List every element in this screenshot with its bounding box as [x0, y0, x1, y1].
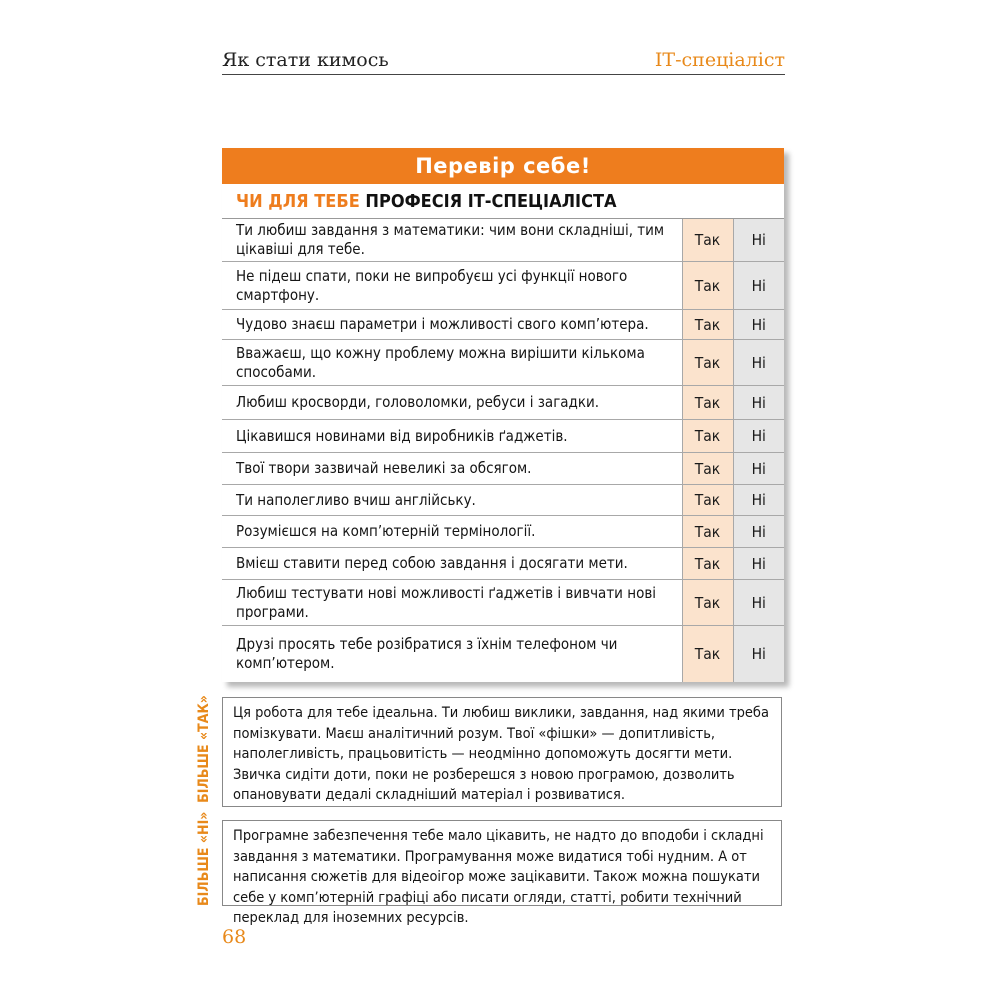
quiz-row [222, 626, 784, 682]
answer-no[interactable]: Ні [733, 386, 784, 420]
quiz-row [222, 420, 784, 453]
answer-yes[interactable]: Так [682, 485, 733, 516]
quiz-question: Не підеш спати, поки не випробуєш усі функції нового смартфону. [222, 262, 682, 310]
quiz-row [222, 580, 784, 626]
quiz-title: Перевір себе! [222, 148, 784, 184]
answer-no[interactable]: Ні [733, 485, 784, 516]
answer-yes[interactable]: Так [682, 516, 733, 548]
answer-yes[interactable]: Так [682, 420, 733, 453]
answer-no[interactable]: Ні [733, 453, 784, 485]
quiz-subtitle-rest: ПРОФЕСІЯ ІТ-СПЕЦІАЛІСТА [359, 191, 617, 212]
quiz-row [222, 516, 784, 548]
quiz-row [222, 340, 784, 386]
answer-yes[interactable]: Так [682, 626, 733, 682]
quiz-question: Ти любиш завдання з математики: чим вони складніші, тим цікавіші для тебе. [222, 219, 682, 262]
answer-no[interactable]: Ні [733, 548, 784, 580]
answer-no[interactable]: Ні [733, 626, 784, 682]
chapter-title: ІТ-спеціаліст [654, 49, 785, 71]
quiz-row [222, 548, 784, 580]
quiz-row [222, 453, 784, 485]
answer-yes[interactable]: Так [682, 310, 733, 340]
quiz-question: Любиш кросворди, головоломки, ребуси і загадки. [222, 386, 682, 420]
more-yes-label: БІЛЬШЕ «ТАК» [196, 695, 212, 803]
answer-yes[interactable]: Так [682, 580, 733, 626]
page-number: 68 [222, 926, 247, 948]
quiz-question: Твої твори зазвичай невеликі за обсягом. [222, 453, 682, 485]
quiz-row [222, 219, 784, 262]
quiz-box [222, 148, 784, 682]
quiz-question: Любиш тестувати нові можливості ґаджетів і вивчати нові програми. [222, 580, 682, 626]
answer-no[interactable]: Ні [733, 310, 784, 340]
answer-no[interactable]: Ні [733, 420, 784, 453]
more-no-label: БІЛЬШЕ «НІ» [196, 811, 212, 906]
book-title: Як стати кимось [222, 49, 389, 71]
quiz-question: Друзі просять тебе розібратися з їхнім телефоном чи комп’ютером. [236, 634, 618, 672]
answer-yes[interactable]: Так [682, 453, 733, 485]
quiz-question: Ти наполегливо вчиш англійську. [222, 485, 682, 516]
answer-yes[interactable]: Так [682, 548, 733, 580]
quiz-row [222, 386, 784, 420]
answer-no[interactable]: Ні [733, 340, 784, 386]
answer-yes[interactable]: Так [682, 262, 733, 310]
answer-no[interactable]: Ні [733, 516, 784, 548]
answer-no[interactable]: Ні [733, 219, 784, 262]
answer-no[interactable]: Ні [733, 580, 784, 626]
answer-no[interactable]: Ні [733, 262, 784, 310]
quiz-row [222, 310, 784, 340]
quiz-question: Вважаєш, що кожну проблему можна вирішити кількома способами. [222, 340, 682, 386]
quiz-subtitle [222, 184, 784, 219]
quiz-question: Вмієш ставити перед собою завдання і досягати мети. [222, 548, 682, 580]
more-no-result: Програмне забезпечення тебе мало цікавить, не надто до вподоби і складні завдання з математики. Програмування може видатися тобі нудним. А от написання сюжетів для відеоігор може зацікавити. Також можна пошукати себе у комп’ютерній графіці або писати огляди, статті, робити технічний переклад для іноземних ресурсів. [222, 820, 782, 906]
quiz-question: Чудово знаєш параметри і можливості свого комп’ютера. [222, 310, 682, 340]
quiz-table [222, 219, 784, 682]
more-yes-result: Ця робота для тебе ідеальна. Ти любиш виклики, завдання, над якими треба помізкувати. Маєш аналітичний розум. Твої «фішки» — допитливість, наполегливість, працьовитість — неодмінно допоможуть досягти мети. Звичка сидіти доти, поки не розберешся з новою програмою, дозволить опановувати дедалі складніший матеріал і розвиватися. [222, 697, 782, 807]
answer-yes[interactable]: Так [682, 386, 733, 420]
quiz-question: Розумієшся на комп’ютерній термінології. [222, 516, 682, 548]
answer-yes[interactable]: Так [682, 219, 733, 262]
running-head [222, 46, 785, 75]
quiz-subtitle-accent: ЧИ ДЛЯ ТЕБЕ [236, 191, 360, 212]
quiz-row [222, 485, 784, 516]
quiz-row [222, 262, 784, 310]
answer-yes[interactable]: Так [682, 340, 733, 386]
quiz-question: Цікавишся новинами від виробників ґаджетів. [222, 420, 682, 453]
